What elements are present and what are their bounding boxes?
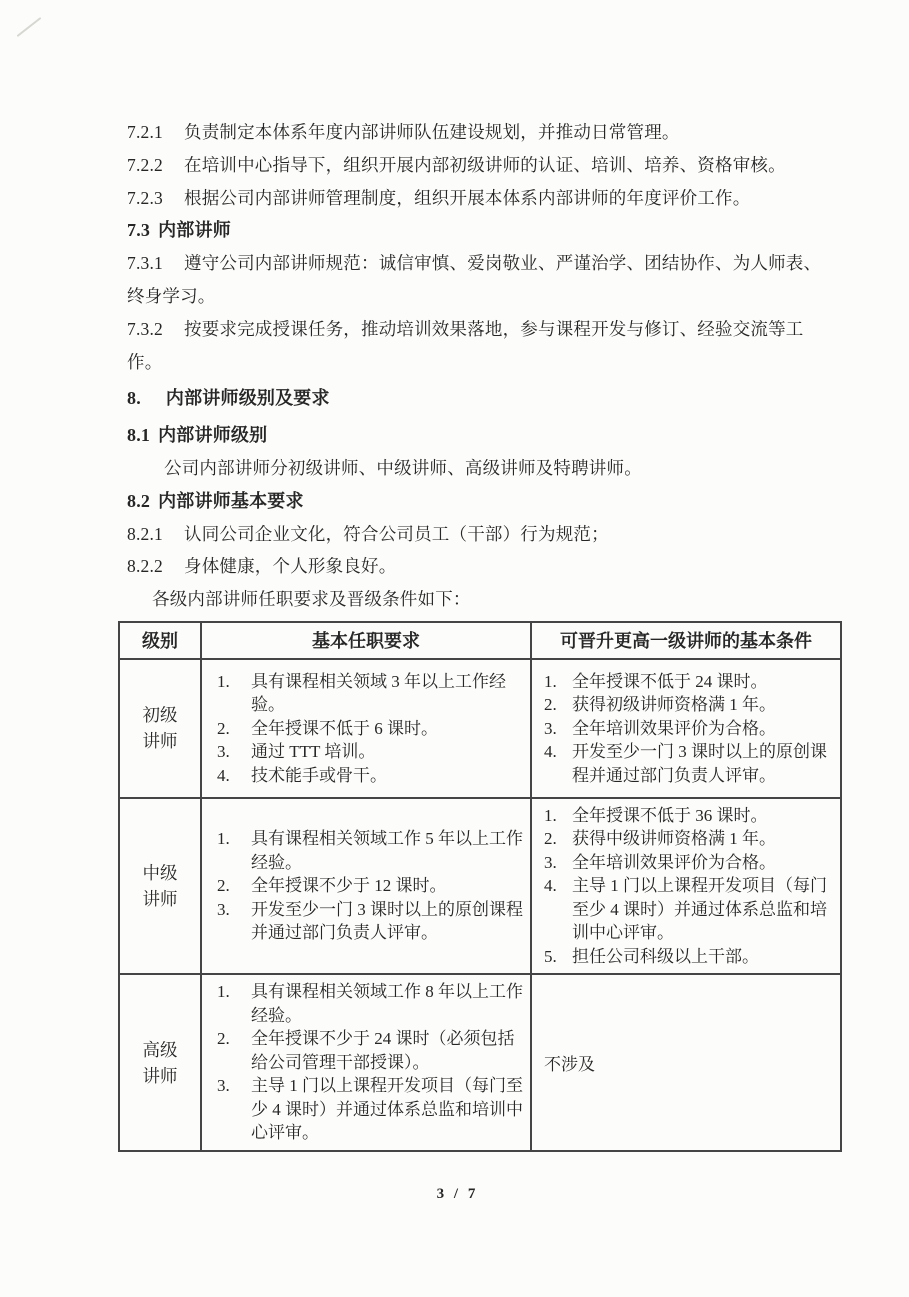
list-item-text: 全年培训效果评价为合格。 xyxy=(572,718,776,738)
paragraph-instructor-levels xyxy=(127,452,831,485)
clause-7-3-2 xyxy=(127,313,831,379)
list-item xyxy=(217,874,524,898)
list-item-text: 全年授课不少于 24 课时（必须包括给公司管理干部授课）。 xyxy=(251,1029,515,1072)
section-number: 8. xyxy=(127,388,141,409)
paragraph-text: 各级内部讲师任职要求及晋级条件如下： xyxy=(152,589,471,610)
section-number: 7.3 xyxy=(127,220,151,241)
list-item-number: 1. xyxy=(544,671,557,691)
list-item-number: 4. xyxy=(544,742,557,762)
list-item-number: 3. xyxy=(544,718,557,738)
clause-text: 在培训中心指导下，组织开展内部初级讲师的认证、培训、培养、资格审核。 xyxy=(184,154,786,175)
list-item xyxy=(217,764,524,788)
table-row-senior xyxy=(119,974,841,1151)
scan-artifact-mark xyxy=(17,17,42,37)
header-level: 级别 xyxy=(119,622,201,659)
clause-7-3-1 xyxy=(127,247,831,313)
section-title: 内部讲师基本要求 xyxy=(158,490,304,511)
list-item-number: 3. xyxy=(217,899,230,919)
list-item-number: 2. xyxy=(217,1029,230,1049)
list-item-number: 1. xyxy=(217,829,230,849)
paragraph-text: 公司内部讲师分初级讲师、中级讲师、高级讲师及特聘讲师。 xyxy=(164,457,642,478)
list-item-text: 技术能手或骨干。 xyxy=(251,765,387,785)
header-requirements: 基本任职要求 xyxy=(201,622,531,659)
list-item-number: 2. xyxy=(217,876,230,896)
list-item xyxy=(217,717,524,741)
table-row-junior xyxy=(119,659,841,798)
clause-text: 遵守公司内部讲师规范：诚信审慎、爱岗敬业、严谨治学、团结协作、为人师表、终身学习。 xyxy=(127,253,822,306)
not-applicable-text: 不涉及 xyxy=(544,1055,595,1075)
level-label-junior xyxy=(119,659,201,798)
list-item-text: 获得中级讲师资格满 1 年。 xyxy=(572,829,776,849)
list-item xyxy=(217,670,524,717)
list-item xyxy=(217,827,524,874)
clause-7-2-1 xyxy=(127,116,831,149)
list-item-text: 主导 1 门以上课程开发项目（每门至少 4 课时）并通过体系总监和培训中心评审。 xyxy=(572,876,827,943)
list-item xyxy=(217,898,524,945)
table-lead-in xyxy=(127,583,831,616)
list-item-number: 3. xyxy=(217,742,230,762)
list-item-text: 全年授课不低于 36 课时。 xyxy=(572,805,768,825)
list-item-text: 具有课程相关领域工作 5 年以上工作经验。 xyxy=(251,829,523,872)
document-content xyxy=(127,116,831,1152)
list-item xyxy=(217,980,524,1027)
clause-text: 认同公司企业文化，符合公司员工（干部）行为规范； xyxy=(184,523,609,544)
list-item-number: 4. xyxy=(217,765,230,785)
level-label-line: 初级 xyxy=(142,705,178,726)
list-item-number: 5. xyxy=(544,946,557,966)
level-label-senior xyxy=(119,974,201,1151)
level-label-line: 讲师 xyxy=(142,1065,178,1086)
level-label-line: 高级 xyxy=(142,1039,178,1060)
clause-text: 根据公司内部讲师管理制度，组织开展本体系内部讲师的年度评价工作。 xyxy=(184,187,751,208)
list-item xyxy=(544,827,832,851)
list-item-text: 全年授课不低于 24 课时。 xyxy=(572,671,768,691)
section-heading-7-3 xyxy=(127,214,831,247)
list-item-text: 具有课程相关领域 3 年以上工作经验。 xyxy=(251,671,506,715)
clause-number: 8.2.1 xyxy=(127,523,163,544)
list-item xyxy=(217,1027,524,1074)
list-item xyxy=(544,693,832,717)
section-title: 内部讲师级别 xyxy=(158,425,268,446)
list-item xyxy=(544,851,832,875)
page-number: 3 / 7 xyxy=(436,1186,479,1202)
list-item-number: 1. xyxy=(217,671,230,691)
requirements-cell-senior xyxy=(201,974,531,1151)
clause-number: 7.3.2 xyxy=(127,318,163,339)
list-item-text: 主导 1 门以上课程开发项目（每门至少 4 课时）并通过体系总监和培训中心评审。 xyxy=(251,1076,523,1143)
clause-7-2-2 xyxy=(127,149,831,182)
section-title: 内部讲师 xyxy=(158,220,231,241)
list-item-text: 全年授课不低于 6 课时。 xyxy=(251,718,438,738)
list-item-number: 1. xyxy=(544,805,557,825)
list-item-text: 全年培训效果评价为合格。 xyxy=(572,852,776,872)
requirements-cell-intermediate xyxy=(201,798,531,975)
section-heading-8-1 xyxy=(127,419,831,452)
list-item-number: 3. xyxy=(544,852,557,872)
section-heading-8-2 xyxy=(127,485,831,518)
promotion-cell-intermediate xyxy=(531,798,841,975)
list-item xyxy=(544,804,832,828)
clause-number: 7.2.2 xyxy=(127,154,163,175)
clause-text: 负责制定本体系年度内部讲师队伍建设规划，并推动日常管理。 xyxy=(184,122,680,142)
list-item xyxy=(544,945,832,969)
clause-7-2-3 xyxy=(127,182,831,215)
list-item-text: 开发至少一门 3 课时以上的原创课程并通过部门负责人评审。 xyxy=(572,742,827,785)
list-item-text: 获得初级讲师资格满 1 年。 xyxy=(572,695,776,715)
clause-8-2-2 xyxy=(127,550,831,583)
list-item xyxy=(217,740,524,764)
level-label-intermediate xyxy=(119,798,201,975)
section-number: 8.1 xyxy=(127,425,151,446)
section-heading-8 xyxy=(127,382,831,415)
list-item xyxy=(544,874,832,945)
promotion-cell-senior xyxy=(531,974,841,1151)
promotion-cell-junior xyxy=(531,659,841,798)
list-item xyxy=(544,740,832,787)
clause-text: 按要求完成授课任务，推动培训效果落地，参与课程开发与修订、经验交流等工作。 xyxy=(127,318,804,372)
list-item-text: 通过 TTT 培训。 xyxy=(251,742,376,762)
list-item-number: 3. xyxy=(217,1076,230,1096)
clause-number: 7.3.1 xyxy=(127,253,163,274)
list-item-text: 开发至少一门 3 课时以上的原创课程并通过部门负责人评审。 xyxy=(251,899,523,943)
level-label-line: 讲师 xyxy=(142,889,178,910)
level-label-line: 中级 xyxy=(142,863,178,884)
requirements-cell-junior xyxy=(201,659,531,798)
list-item-number: 2. xyxy=(544,695,557,715)
section-title: 内部讲师级别及要求 xyxy=(165,388,330,409)
instructor-levels-table xyxy=(118,621,842,1152)
list-item xyxy=(217,1074,524,1145)
list-item-text: 具有课程相关领域工作 8 年以上工作经验。 xyxy=(251,982,523,1025)
list-item xyxy=(544,670,832,694)
clause-number: 7.2.3 xyxy=(127,187,163,208)
list-item-text: 担任公司科级以上干部。 xyxy=(572,946,759,966)
table-header-row xyxy=(119,622,841,659)
clause-number: 7.2.1 xyxy=(127,122,163,142)
list-item xyxy=(544,717,832,741)
clause-number: 8.2.2 xyxy=(127,556,163,577)
list-item-number: 2. xyxy=(217,718,230,738)
clause-8-2-1 xyxy=(127,518,831,551)
list-item-number: 1. xyxy=(217,982,230,1002)
list-item-number: 2. xyxy=(544,829,557,849)
header-promotion: 可晋升更高一级讲师的基本条件 xyxy=(531,622,841,659)
clause-text: 身体健康，个人形象良好。 xyxy=(184,556,397,577)
table-row-intermediate xyxy=(119,798,841,975)
list-item-number: 4. xyxy=(544,876,557,896)
list-item-text: 全年授课不少于 12 课时。 xyxy=(251,876,447,896)
section-number: 8.2 xyxy=(127,490,151,511)
level-label-line: 讲师 xyxy=(142,731,178,752)
